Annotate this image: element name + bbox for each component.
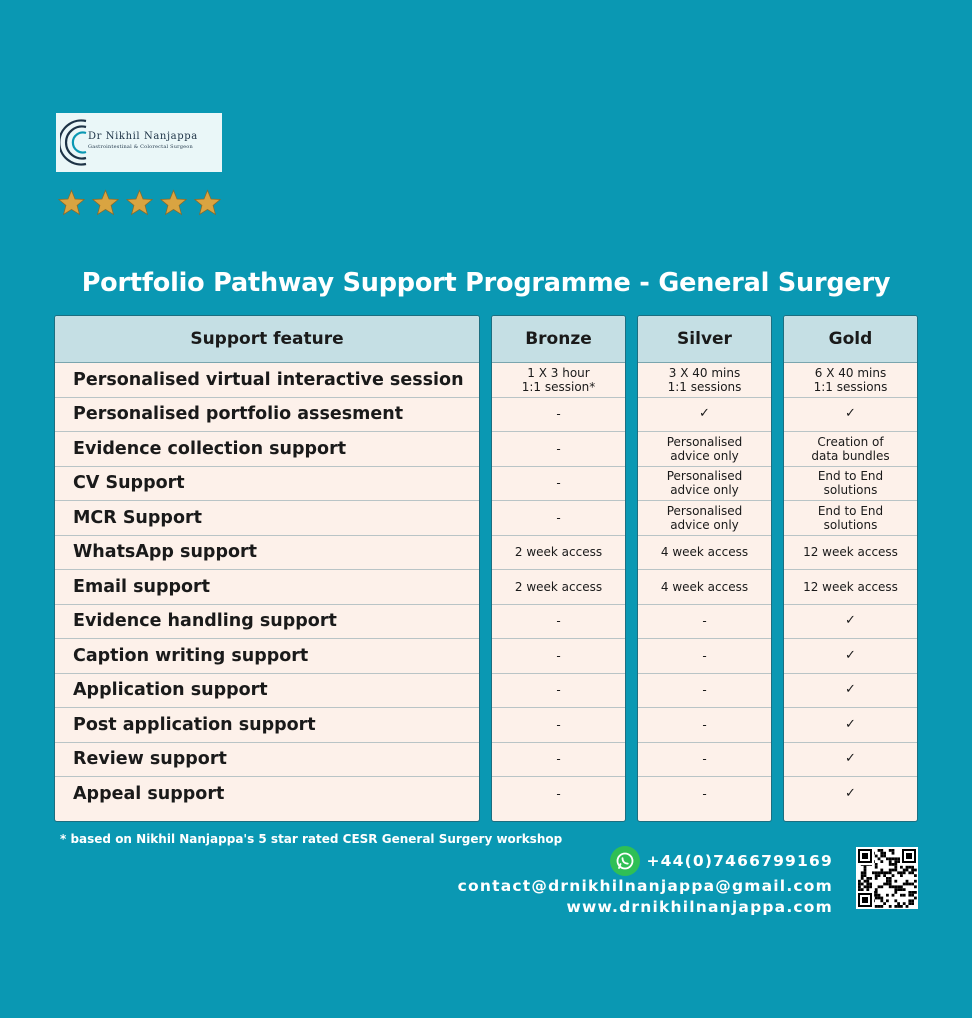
tier-cell — [492, 605, 625, 640]
feature-row: WhatsApp support — [55, 536, 479, 571]
check-icon: ✓ — [845, 786, 856, 802]
feature-column-header: Support feature — [55, 316, 479, 363]
tier-cell-text: Personalised advice only — [666, 434, 743, 463]
tier-cell — [638, 432, 771, 467]
tier-cell — [492, 743, 625, 778]
contact-block — [458, 846, 833, 918]
tier-cell — [492, 639, 625, 674]
tier-cell-text: 2 week access — [514, 545, 603, 560]
tier-cell — [638, 501, 771, 536]
tier-cell — [492, 363, 625, 398]
tier-cell — [492, 536, 625, 571]
tier-cell-text: 6 X 40 mins 1:1 sessions — [813, 365, 888, 394]
tier-cell-text: 1 X 3 hour 1:1 session* — [521, 365, 596, 394]
tier-header-bronze: Bronze — [492, 316, 625, 363]
feature-row: Personalised portfolio assesment — [55, 398, 479, 433]
feature-row: Evidence collection support — [55, 432, 479, 467]
tier-cell-text: - — [556, 614, 561, 629]
tier-cell-text: - — [556, 787, 561, 802]
tier-cell — [492, 432, 625, 467]
tier-cell — [638, 363, 771, 398]
tier-cell — [784, 536, 917, 571]
tier-cell — [638, 398, 771, 433]
email-link[interactable]: contact@drnikhilnanjappa@gmail.com — [457, 877, 833, 895]
feature-row: Post application support — [55, 708, 479, 743]
tier-cell — [784, 363, 917, 398]
website-link[interactable]: www.drnikhilnanjappa.com — [566, 898, 833, 916]
tier-cell — [784, 777, 917, 812]
tier-column-bronze — [491, 315, 626, 822]
feature-row: Application support — [55, 674, 479, 709]
tier-cell — [784, 605, 917, 640]
tier-cell — [784, 398, 917, 433]
tier-cell-text: Creation of data bundles — [811, 434, 890, 463]
tier-cell — [784, 743, 917, 778]
tier-cell — [638, 536, 771, 571]
feature-row: MCR Support — [55, 501, 479, 536]
check-icon: ✓ — [845, 716, 856, 732]
tier-cell — [638, 777, 771, 812]
tier-cell-text: End to End solutions — [817, 503, 884, 532]
tier-cell — [492, 570, 625, 605]
tier-cell-text: - — [702, 717, 707, 732]
feature-row: Personalised virtual interactive session — [55, 363, 479, 398]
tier-column-gold — [783, 315, 918, 822]
tier-cell-text: - — [702, 752, 707, 767]
feature-row: Caption writing support — [55, 639, 479, 674]
star-icon — [91, 189, 120, 217]
check-icon: ✓ — [845, 751, 856, 767]
tier-cell — [492, 777, 625, 812]
tier-cell-text: - — [702, 683, 707, 698]
tier-cell-text: - — [702, 648, 707, 663]
tier-cell — [492, 674, 625, 709]
check-icon: ✓ — [845, 647, 856, 663]
tier-cell — [638, 570, 771, 605]
logo-name: Dr Nikhil Nanjappa — [88, 131, 198, 142]
tier-cell-text: - — [556, 752, 561, 767]
tier-cell-text: 12 week access — [803, 545, 898, 560]
tier-cell — [638, 708, 771, 743]
tier-cell-text: - — [556, 648, 561, 663]
tier-cell — [784, 708, 917, 743]
check-icon: ✓ — [699, 406, 710, 422]
tier-cell-text: - — [556, 407, 561, 422]
feature-row: CV Support — [55, 467, 479, 502]
star-icon — [193, 189, 222, 217]
qr-code[interactable] — [856, 847, 918, 909]
tier-cell — [492, 708, 625, 743]
check-icon: ✓ — [845, 682, 856, 698]
feature-row: Email support — [55, 570, 479, 605]
footnote: * based on Nikhil Nanjappa's 5 star rated CESR General Surgery workshop — [60, 832, 563, 846]
feature-column — [54, 315, 480, 822]
star-rating — [57, 189, 222, 217]
tier-cell-text: - — [556, 683, 561, 698]
tier-cell-text: End to End solutions — [817, 469, 884, 498]
phone-number[interactable]: +44(0)7466799169 — [646, 851, 833, 870]
tier-cell — [784, 639, 917, 674]
tier-cell — [784, 570, 917, 605]
tier-cell-text: - — [702, 614, 707, 629]
tier-cell — [638, 605, 771, 640]
feature-row: Review support — [55, 743, 479, 778]
tier-cell — [638, 639, 771, 674]
tier-cell — [784, 501, 917, 536]
tier-cell-text: 4 week access — [660, 579, 749, 594]
tier-cell — [784, 467, 917, 502]
tier-cell-text: - — [556, 476, 561, 491]
tier-cell-text: - — [556, 510, 561, 525]
qr-code-icon — [856, 847, 918, 909]
tier-header-gold: Gold — [784, 316, 917, 363]
tier-cell — [492, 501, 625, 536]
logo-rings-icon — [60, 115, 90, 170]
tier-column-silver — [637, 315, 772, 822]
tier-cell-text: 3 X 40 mins 1:1 sessions — [667, 365, 742, 394]
tier-cell-text: - — [556, 717, 561, 732]
tier-cell-text: Personalised advice only — [666, 469, 743, 498]
logo-subtitle: Gastrointestinal & Colorectal Surgeon — [88, 144, 193, 150]
tier-cell — [492, 467, 625, 502]
tier-cell — [784, 432, 917, 467]
tier-cell-text: 2 week access — [514, 579, 603, 594]
feature-row: Evidence handling support — [55, 605, 479, 640]
tier-cell-text: Personalised advice only — [666, 503, 743, 532]
tier-cell-text: 4 week access — [660, 545, 749, 560]
tier-cell — [638, 743, 771, 778]
page-title: Portfolio Pathway Support Programme - General Surgery — [81, 268, 891, 298]
tier-cell — [492, 398, 625, 433]
tier-header-silver: Silver — [638, 316, 771, 363]
check-icon: ✓ — [845, 613, 856, 629]
whatsapp-icon[interactable] — [610, 846, 640, 876]
tier-cell-text: - — [556, 441, 561, 456]
star-icon — [125, 189, 154, 217]
feature-row: Appeal support — [73, 784, 225, 805]
star-icon — [57, 189, 86, 217]
check-icon: ✓ — [845, 406, 856, 422]
tier-cell — [638, 467, 771, 502]
tier-cell — [784, 674, 917, 709]
logo — [56, 113, 222, 172]
tier-cell-text: - — [702, 787, 707, 802]
star-icon — [159, 189, 188, 217]
tier-cell — [638, 674, 771, 709]
tier-cell-text: 12 week access — [803, 579, 898, 594]
